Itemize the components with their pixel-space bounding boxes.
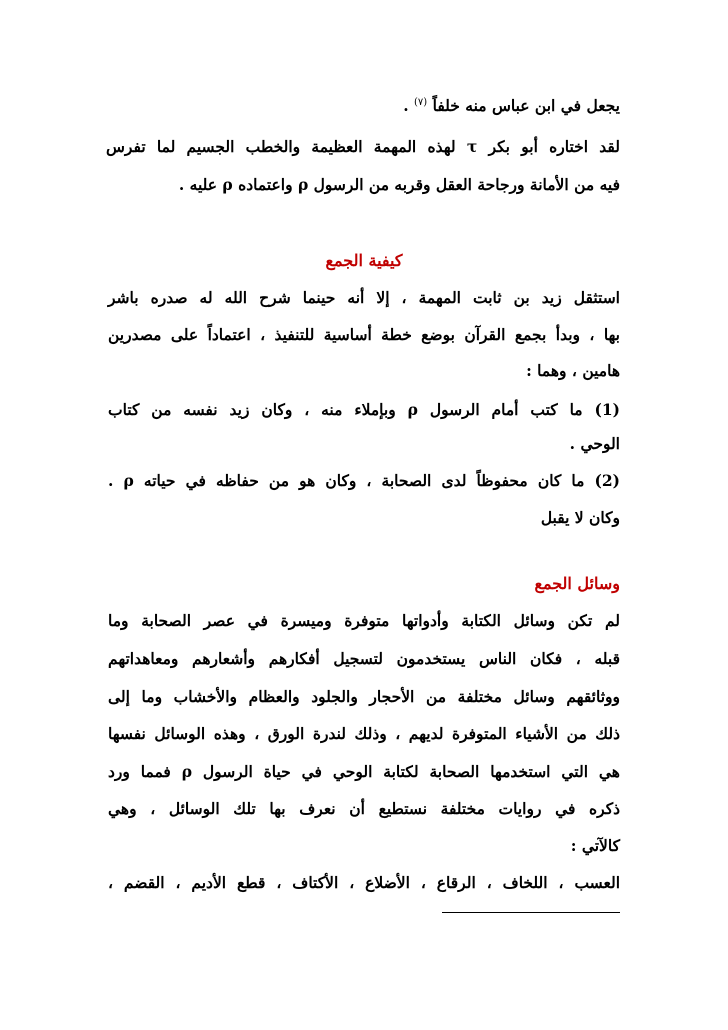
intro-line-1-end: .: [403, 96, 409, 116]
paragraph-line: الوحي .: [569, 434, 620, 453]
paragraph-line: هامين ، وهما :: [526, 361, 620, 380]
list-item-1: (1) ما كتب أمام الرسول ρ وبإملاء منه ، وكان زيد نفسه من كتاب: [108, 400, 620, 419]
paragraph-line: وكان لا يقبل: [540, 508, 620, 527]
paragraph-line: لم تكن وسائل الكتابة وأدواتها متوفرة وميسرة في عصر الصحابة وما: [108, 611, 620, 630]
intro-line-1: [108, 90, 620, 116]
footnote-separator: [442, 912, 620, 913]
paragraph-line: ذكره في روايات مختلفة نستطيع أن نعرف بها تلك الوسائل ، وهي: [108, 799, 620, 818]
section-heading-collection-method: كيفية الجمع: [325, 251, 403, 270]
paragraph-line: كالآتي :: [570, 836, 620, 855]
intro-line-3: فيه من الأمانة ورجاحة العقل وقربه من الرسول ρ واعتماده ρ عليه .: [178, 175, 620, 194]
footnote-marker: (٧): [414, 97, 428, 108]
paragraph-line: بها ، وبدأ بجمع القرآن بوضع خطة أساسية للتنفيذ ، اعتماداً على مصدرين: [108, 325, 620, 344]
paragraph-line: استثقل زيد بن ثابت المهمة ، إلا أنه حينما شرح الله له صدره باشر: [108, 288, 620, 307]
intro-line-2: لقد اختاره أبو بكر τ لهذه المهمة العظيمة والخطب الجسيم لما تفرس: [106, 137, 620, 156]
intro-line-1-text: يجعل في ابن عباس منه خلفاً: [432, 96, 620, 116]
paragraph-line: ووثائقهم وسائل مختلفة من الأحجار والجلود والعظام والأخشاب وما إلى: [108, 687, 620, 706]
paragraph-line: قبله ، فكان الناس يستخدمون لتسجيل أفكارهم وأشعارهم ومعاهداتهم: [108, 649, 620, 668]
section-heading-collection-tools: وسائل الجمع: [534, 574, 620, 593]
paragraph-line: هي التي استخدمها الصحابة لكتابة الوحي في حياة الرسول ρ فمما ورد: [108, 762, 620, 781]
paragraph-line: ذلك من الأشياء المتوفرة لديهم ، وذلك لندرة الورق ، وهذه الوسائل نفسها: [108, 724, 620, 743]
list-item-2: (2) ما كان محفوظاً لدى الصحابة ، وكان هو من حفاظه في حياته ρ .: [108, 471, 620, 490]
paragraph-line: العسب ، اللخاف ، الرقاع ، الأضلاع ، الأكتاف ، قطع الأديم ، القضم ،: [108, 873, 620, 892]
